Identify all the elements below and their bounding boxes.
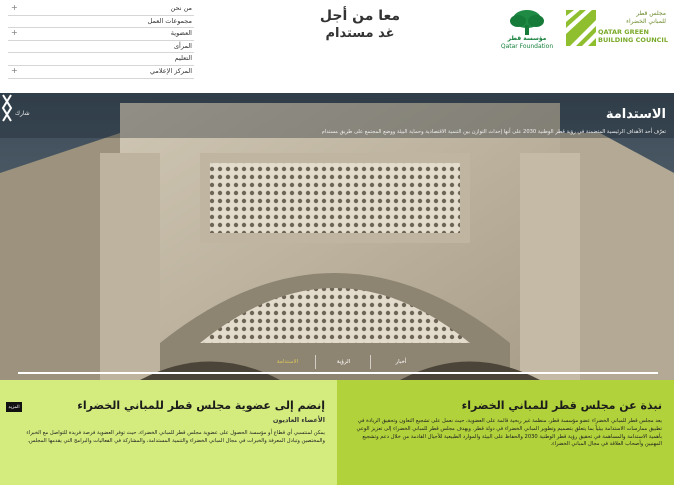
join-panel bbox=[0, 380, 337, 485]
qgbc-logo-english: QATAR GREEN BUILDING COUNCIL bbox=[598, 28, 668, 44]
slide-tab-vision[interactable]: الرؤية bbox=[315, 355, 371, 369]
main-nav bbox=[8, 3, 194, 79]
hero-building-image bbox=[0, 93, 674, 380]
slide-tabs bbox=[260, 355, 430, 369]
qgbc-logo-arabic: مجلس قطر للمباني الخضراء bbox=[626, 10, 666, 25]
about-text: يعد مجلس قطر للمباني الخضراء عضو مؤسسة قطر، منظمة غير ربحية قائمة على العضوية، حيث نعمل على تشجيع التعاون وتحقيق الريادة في تطبيق ممارسات الاستدامة بيئياً بما يتعلق بتصميم وتطوير المباني الخضراء في دولة قطر. ويهدف مجلس قطر للمباني الخضراء إلى تعزيز الوعي بأهمية الاستدامة والمساهمة في تحقيق رؤية قطر الوطنية 2030 والحفاظ على البيئة والموارد الطبيعية للأجيال القادمة من خلال دعم وتشجيع المهنيين وأصحاب العلاقة في مجال المباني الخضراء. bbox=[356, 418, 662, 448]
chevron-right-icon[interactable] bbox=[0, 93, 14, 123]
qgbc-logo[interactable] bbox=[566, 10, 666, 50]
nav-item-working-groups[interactable] bbox=[8, 16, 194, 29]
nav-item-media-center[interactable] bbox=[8, 66, 194, 79]
slogan-line-1: معا من أجل bbox=[319, 8, 401, 24]
slide-tab-sustainability[interactable]: الاستدامة bbox=[276, 359, 299, 365]
about-panel bbox=[337, 380, 674, 485]
share-link[interactable]: شارك bbox=[15, 110, 30, 117]
qf-logo-english: Qatar Foundation bbox=[500, 43, 554, 50]
header bbox=[0, 0, 674, 93]
hero-description: تعرّف أحد الأهداف الرئيسية المتضمنة في رؤية قطر الوطنية 2030 على أنها إحداث التوازن بين التنمية الاقتصادية وحماية البيئة ووضع المجتمع على طريق مستدام bbox=[321, 129, 666, 135]
slogan-line-2: غد مستدام bbox=[325, 26, 395, 41]
join-title: إنضم إلى عضوية مجلس قطر للمباني الخضراء bbox=[77, 399, 325, 412]
nav-item-label: مجموعات العمل bbox=[147, 16, 192, 25]
nav-item-vision[interactable] bbox=[8, 41, 194, 54]
nav-item-label: التعليم bbox=[174, 54, 192, 63]
nav-item-label: المرأى bbox=[173, 41, 192, 50]
join-more-button[interactable]: المزيد bbox=[6, 402, 22, 412]
qgbc-emblem-icon bbox=[566, 10, 596, 46]
nav-item-label: العضوية bbox=[170, 29, 192, 38]
qatar-foundation-logo[interactable] bbox=[498, 8, 556, 50]
nav-item-about[interactable] bbox=[8, 3, 194, 16]
slide-tab-news[interactable]: أخبار bbox=[370, 355, 431, 369]
plus-icon[interactable]: + bbox=[11, 65, 18, 75]
tree-icon bbox=[498, 8, 556, 36]
join-text: يمكن لمنتسبي أي قطاع أو مؤسسة الحصول على عضوية مجلس قطر للمباني الخضراء، حيث توفر العضوية فرصة فريدة للتواصل مع الخبراء والمختصين وتبادل المعرفة والخبرات في مجال المباني الخضراء والتنمية المستدامة، والمشاركة في الفعاليات والبرامج التي يقدمها المجلس. bbox=[26, 430, 325, 444]
slogan bbox=[300, 8, 420, 42]
hero-title: الاستدامة bbox=[605, 107, 666, 122]
about-title: نبذة عن مجلس قطر للمباني الخضراء bbox=[461, 399, 662, 412]
join-subtitle: الأعضاء العاديون bbox=[272, 416, 325, 424]
nav-item-label: من نحن bbox=[170, 4, 192, 12]
slider-progress-bar bbox=[18, 372, 658, 374]
qf-logo-arabic: مؤسسة قطر bbox=[507, 35, 547, 42]
hero-slider bbox=[0, 93, 674, 380]
plus-icon[interactable]: + bbox=[11, 3, 18, 12]
nav-item-education[interactable] bbox=[8, 53, 194, 66]
nav-item-membership[interactable] bbox=[8, 28, 194, 41]
plus-icon[interactable]: + bbox=[11, 28, 18, 38]
nav-item-label: المركز الإعلامي bbox=[149, 66, 192, 75]
